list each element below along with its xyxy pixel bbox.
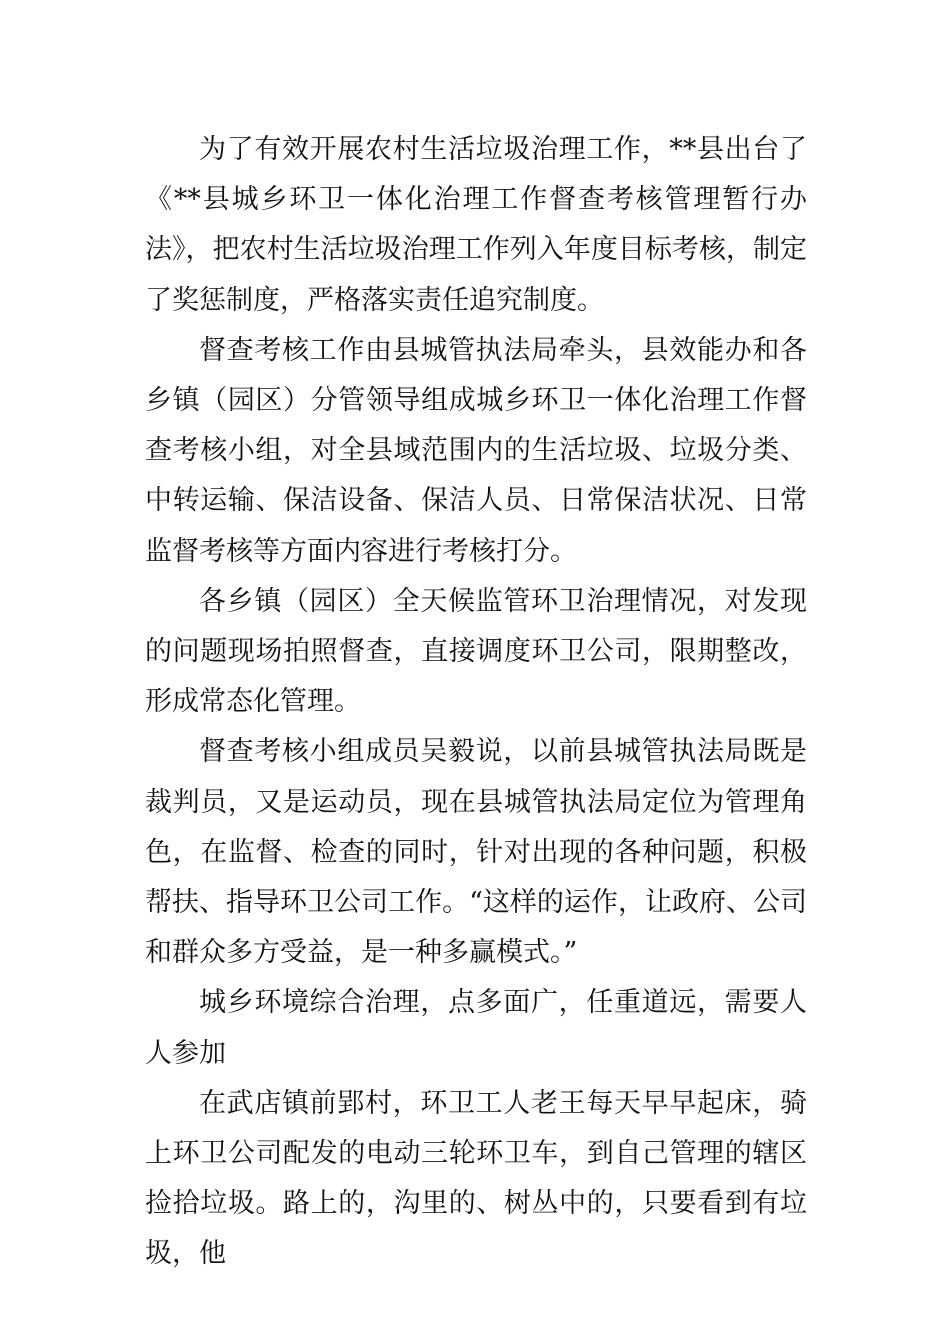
paragraph-6: 在武店镇前郢村，环卫工人老王每天早早起床，骑上环卫公司配发的电动三轮环卫车，到自己管理的辖区捡拾垃圾。路上的，沟里的、树丛中的，只要看到有垃圾，他 bbox=[145, 1087, 807, 1270]
paragraph-2: 督查考核工作由县城管执法局牵头，县效能办和各乡镇（园区）分管领导组成城乡环卫一体化治理工作督查考核小组，对全县域范围内的生活垃圾、垃圾分类、中转运输、保洁设备、保洁人员、日常保洁状况、日常监督考核等方面内容进行考核打分。 bbox=[145, 334, 807, 567]
paragraph-5: 城乡环境综合治理，点多面广，任重道远，需要人人参加 bbox=[145, 987, 807, 1069]
paragraph-4: 督查考核小组成员吴毅说，以前县城管执法局既是裁判员，又是运动员，现在县城管执法局定位为管理角色，在监督、检查的同时，针对出现的各种问题，积极帮扶、指导环卫公司工作。“这样的运作，让政府、公司和群众多方受益，是一种多赢模式。” bbox=[145, 736, 807, 969]
paragraph-1: 为了有效开展农村生活垃圾治理工作，**县出台了《**县城乡环卫一体化治理工作督查考核管理暂行办法》，把农村生活垃圾治理工作列入年度目标考核，制定了奖惩制度，严格落实责任追究制度。 bbox=[145, 134, 807, 316]
paragraph-3: 各乡镇（园区）全天候监管环卫治理情况，对发现的问题现场拍照督查，直接调度环卫公司，限期整改，形成常态化管理。 bbox=[145, 585, 807, 718]
document-body bbox=[145, 125, 807, 1280]
